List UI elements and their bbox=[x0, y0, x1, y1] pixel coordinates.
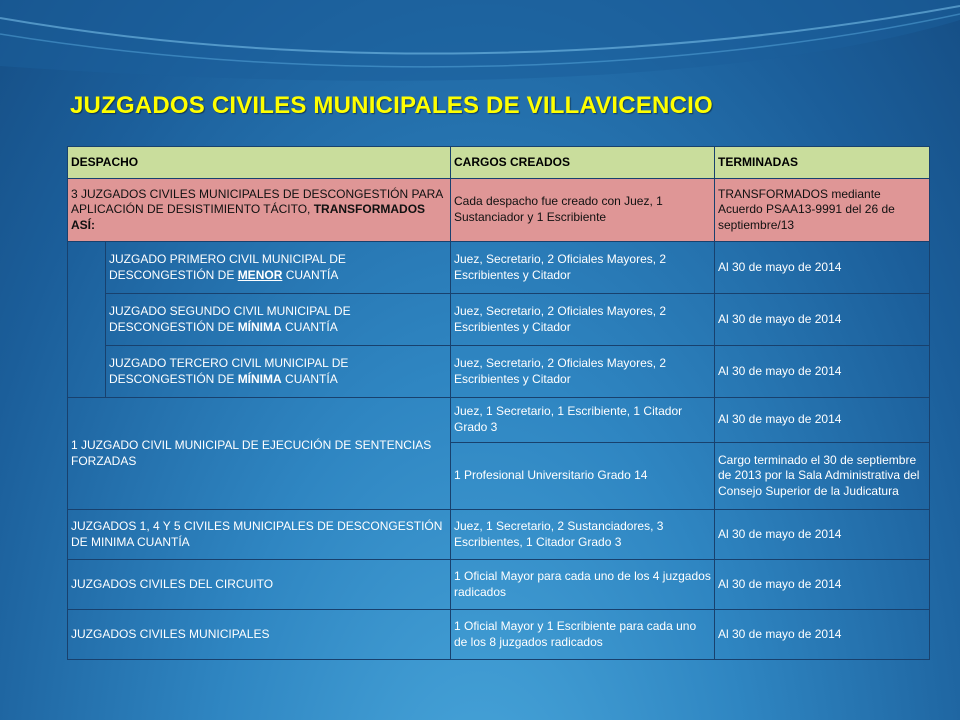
cell-cargos: Cada despacho fue creado con Juez, 1 Sustanciador y 1 Escribiente bbox=[451, 179, 715, 242]
cell-cargos: Juez, Secretario, 2 Oficiales Mayores, 2 Escribientes y Citador bbox=[451, 242, 715, 294]
cell-despacho bbox=[106, 346, 451, 398]
cell-despacho: JUZGADOS CIVILES MUNICIPALES bbox=[68, 610, 451, 660]
cell-cargos: Juez, 1 Secretario, 2 Sustanciadores, 3 Escribientes, 1 Citador Grado 3 bbox=[451, 510, 715, 560]
cell-cargos: Juez, Secretario, 2 Oficiales Mayores, 2 Escribientes y Citador bbox=[451, 346, 715, 398]
cell-cargos: Juez, Secretario, 2 Oficiales Mayores, 2 Escribientes y Citador bbox=[451, 294, 715, 346]
header-cargos-creados: CARGOS CREADOS bbox=[451, 147, 715, 179]
cuantia-emphasis: MÍNIMA bbox=[237, 319, 282, 334]
cell-despacho: JUZGADOS 1, 4 Y 5 CIVILES MUNICIPALES DE DESCONGESTIÓN DE MINIMA CUANTÍA bbox=[68, 510, 451, 560]
table-row-desistimiento bbox=[68, 179, 930, 242]
header-despacho: DESPACHO bbox=[68, 147, 451, 179]
table-row bbox=[68, 346, 930, 398]
table-row bbox=[68, 294, 930, 346]
cell-cargos: 1 Oficial Mayor y 1 Escribiente para cada uno de los 8 juzgados radicados bbox=[451, 610, 715, 660]
cell-cargos: 1 Profesional Universitario Grado 14 bbox=[451, 443, 715, 510]
despacho-text: JUZGADO PRIMERO CIVIL MUNICIPAL DE DESCONGESTIÓN DE bbox=[109, 251, 346, 282]
cuantia-emphasis: MÍNIMA bbox=[237, 371, 282, 386]
despacho-text: JUZGADO TERCERO CIVIL MUNICIPAL DE DESCONGESTIÓN DE bbox=[109, 355, 349, 386]
cell-terminadas: Cargo terminado el 30 de septiembre de 2013 por la Sala Administrativa del Consejo Superior de la Judicatura bbox=[715, 443, 930, 510]
despacho-emphasis: TRANSFORMADOS ASÍ: bbox=[71, 202, 426, 232]
despacho-text: CUANTÍA bbox=[281, 371, 338, 386]
cell-cargos: 1 Oficial Mayor para cada uno de los 4 juzgados radicados bbox=[451, 560, 715, 610]
despacho-text: JUZGADO SEGUNDO CIVIL MUNICIPAL DE DESCONGESTIÓN DE bbox=[109, 303, 351, 334]
juzgados-table bbox=[67, 146, 930, 660]
table-row bbox=[68, 560, 930, 610]
despacho-text: CUANTÍA bbox=[282, 267, 339, 282]
cell-despacho: JUZGADOS CIVILES DEL CIRCUITO bbox=[68, 560, 451, 610]
indent-cell bbox=[68, 242, 106, 398]
cell-terminadas: TRANSFORMADOS mediante Acuerdo PSAA13-9991 del 26 de septiembre/13 bbox=[715, 179, 930, 242]
cell-terminadas: Al 30 de mayo de 2014 bbox=[715, 294, 930, 346]
cell-cargos: Juez, 1 Secretario, 1 Escribiente, 1 Citador Grado 3 bbox=[451, 398, 715, 443]
table-row bbox=[68, 610, 930, 660]
cuantia-emphasis: MENOR bbox=[237, 267, 283, 282]
cell-terminadas: Al 30 de mayo de 2014 bbox=[715, 560, 930, 610]
despacho-text: 3 JUZGADOS CIVILES MUNICIPALES DE DESCONGESTIÓN PARA APLICACIÓN DE DESISTIMIENTO TÁCITO, bbox=[71, 186, 443, 217]
page-title: JUZGADOS CIVILES MUNICIPALES DE VILLAVICENCIO bbox=[70, 92, 713, 119]
cell-terminadas: Al 30 de mayo de 2014 bbox=[715, 242, 930, 294]
despacho-text: CUANTÍA bbox=[281, 319, 338, 334]
table-row bbox=[68, 398, 930, 443]
table-row bbox=[68, 510, 930, 560]
cell-terminadas: Al 30 de mayo de 2014 bbox=[715, 510, 930, 560]
cell-despacho bbox=[106, 242, 451, 294]
cell-terminadas: Al 30 de mayo de 2014 bbox=[715, 610, 930, 660]
cell-despacho bbox=[106, 294, 451, 346]
header-terminadas: TERMINADAS bbox=[715, 147, 930, 179]
table-header-row bbox=[68, 147, 930, 179]
cell-terminadas: Al 30 de mayo de 2014 bbox=[715, 398, 930, 443]
table-row bbox=[68, 242, 930, 294]
cell-terminadas: Al 30 de mayo de 2014 bbox=[715, 346, 930, 398]
cell-despacho: 1 JUZGADO CIVIL MUNICIPAL DE EJECUCIÓN DE SENTENCIAS FORZADAS bbox=[68, 398, 451, 510]
cell-despacho bbox=[68, 179, 451, 242]
